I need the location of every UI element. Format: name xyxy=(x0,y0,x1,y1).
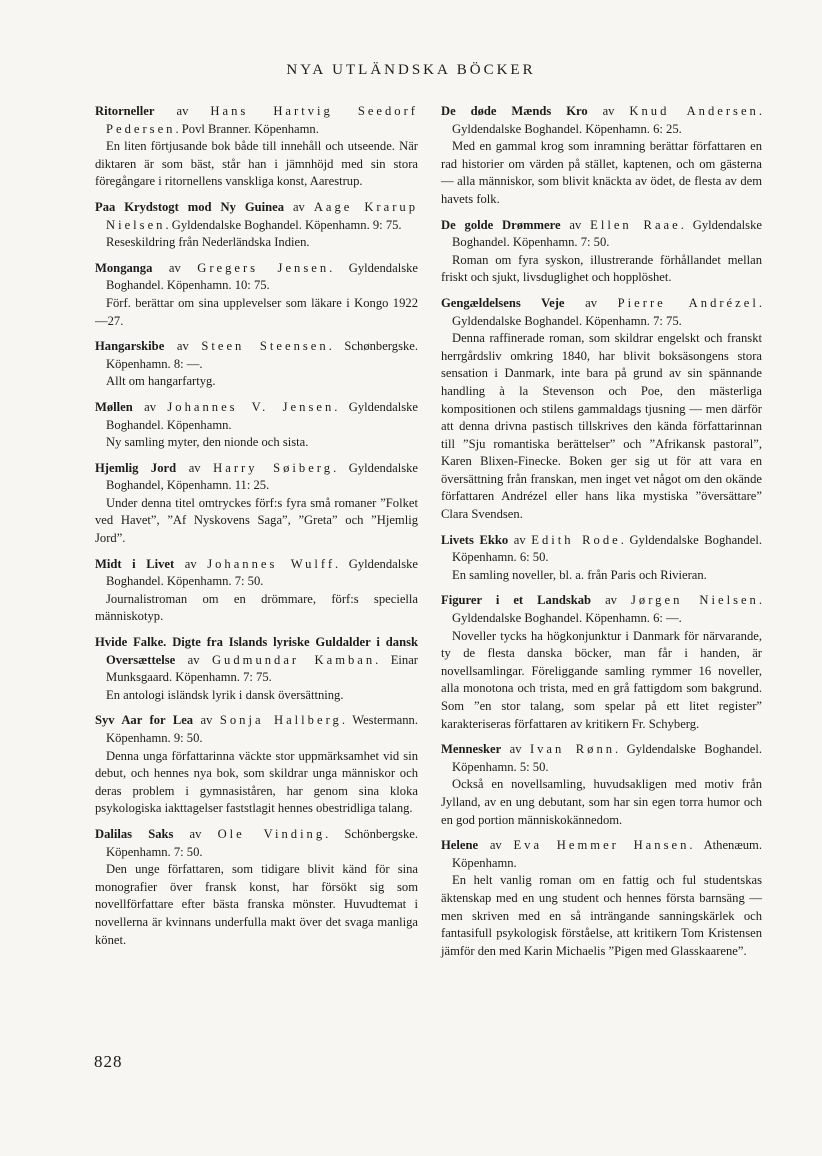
book-title: Livets Ekko xyxy=(441,532,509,547)
entry-heading xyxy=(95,399,418,434)
book-entry xyxy=(441,741,762,829)
publisher-info: . Gyldendalske Boghandel. Köpenhamn. 7: 75. xyxy=(452,295,762,328)
publisher-info: . Gyldendalske Boghandel. Köpenhamn. 10: 75. xyxy=(106,260,418,293)
book-title: De døde Mænds Kro xyxy=(441,104,588,118)
book-title: Hvide Falke. Digte fra Islands lyriske Guldalder i dansk Oversættelse xyxy=(95,635,418,667)
book-title: Monganga xyxy=(95,260,153,275)
book-entry xyxy=(441,532,762,585)
book-entry xyxy=(95,634,418,704)
publisher-info: . Einar Munksgaard. Köpenhamn. 7: 75. xyxy=(106,652,418,685)
author-prefix: av xyxy=(602,104,615,118)
book-entry xyxy=(95,199,418,252)
book-description: Denna unga författarinna väckte stor uppmärksamhet vid sin debut, och hennes nya bok, som skildrar unga människor och deras problem i gymnasiståren, har genom sina kloka psykologiska iakttagelser faststlagit hennes obestridliga talang. xyxy=(95,748,418,816)
entry-heading xyxy=(95,338,418,373)
publisher-info: . Schønbergske. Köpenhamn. 8: —. xyxy=(106,339,419,371)
book-entry xyxy=(95,826,418,949)
entry-heading xyxy=(441,217,762,252)
author-name: Harry Søiberg xyxy=(213,460,334,475)
book-entry xyxy=(95,556,418,626)
book-title: Hangarskibe xyxy=(95,339,165,354)
entry-heading xyxy=(441,295,762,330)
entry-heading xyxy=(95,556,418,591)
author-name: Hans Hartvig Seedorf Pedersen xyxy=(106,104,418,136)
book-description: En antologi isländsk lyrik i dansk översättning. xyxy=(106,687,344,702)
book-title: Gengældelsens Veje xyxy=(441,295,565,310)
entry-heading xyxy=(441,741,762,776)
author-prefix: av xyxy=(569,217,582,232)
book-description: Med en gammal krog som inramning berättar författaren en rad historier om värden på stället, kaptenen, och om gästerna — alla människor, som blivit knäckta av ödet, de flesta av dem havets folk. xyxy=(441,139,762,206)
publisher-info: . Gyldendalske Boghandel. Köpenhamn. 6: —. xyxy=(452,593,763,626)
book-title: Dalilas Saks xyxy=(95,826,174,841)
author-name: Pierre Andrézel xyxy=(617,295,759,310)
book-description: Noveller tycks ha högkonjunktur i Danmark för närvarande, ty de flesta danska böcker, man får i handen, är novellsamlingar. Föreliggande samling rymmer 16 noveller, alla monotona och trista, med en grå fattigdom som bakgrund. Som ”en stor talang, som spelar på ett litet register” karakteriseras författaren av kritikern Fr. Schyberg. xyxy=(441,628,762,731)
author-prefix: av xyxy=(188,460,201,475)
entry-heading xyxy=(95,634,418,687)
entry-heading xyxy=(95,460,418,495)
author-name: Knud Andersen xyxy=(629,104,759,118)
book-entry xyxy=(95,103,418,191)
book-title: De golde Drømmere xyxy=(441,217,561,232)
publisher-info: . Westermann. Köpenhamn. 9: 50. xyxy=(106,713,418,745)
author-prefix: av xyxy=(168,260,181,275)
book-title: Syv Aar for Lea xyxy=(95,713,194,728)
book-description: En samling noveller, bl. a. från Paris och Rivieran. xyxy=(452,567,707,582)
author-name: Ole Vinding xyxy=(217,826,326,841)
entry-heading xyxy=(441,532,762,567)
author-prefix: av xyxy=(200,713,213,728)
author-prefix: av xyxy=(176,339,189,354)
author-name: Gregers Jensen xyxy=(197,260,330,275)
book-entry xyxy=(441,837,762,960)
author-name: Eva Hemmer Hansen xyxy=(513,838,690,853)
page-number: 828 xyxy=(94,1052,123,1071)
publisher-info: . Povl Branner. Köpenhamn. xyxy=(175,121,319,136)
book-description: Roman om fyra syskon, illustrerande förhållandet mellan friskt och sjukt, livsduglighet och hopplöshet. xyxy=(441,252,762,285)
publisher-info: . Gyldendalske Boghandel. Köpenhamn. 6: 25. xyxy=(452,104,763,136)
publisher-info: . Gyldendalske Boghandel. Köpenhamn. 5: 50. xyxy=(452,742,763,774)
author-prefix: av xyxy=(189,826,202,841)
publisher-info: . Gyldendalske Boghandel. Köpenhamn. 7: 50. xyxy=(106,556,418,589)
book-entry xyxy=(441,217,762,287)
entry-heading xyxy=(441,837,762,872)
book-entry xyxy=(95,260,418,330)
author-prefix: av xyxy=(187,652,200,667)
book-description: Den unge författaren, som tidigare blivit känd för sina monografier över fransk konst, har försökt sig som novellförfattare efter bästa franska mönster. Huvudtemat i novellerna är kvinnans underfulla makt över det svaga manliga könet. xyxy=(95,862,418,947)
author-prefix: av xyxy=(513,532,526,547)
publisher-info: . Gyldendalske Boghandel. Köpenhamn. xyxy=(106,399,419,432)
author-name: Jørgen Nielsen xyxy=(631,593,759,608)
author-name: Steen Steensen xyxy=(201,339,329,354)
publisher-info: . Gyldendalske Boghandel. Köpenhamn. 9: 75. xyxy=(165,217,402,232)
author-name: Sonja Hallberg xyxy=(219,713,342,728)
book-description: Journalistroman om en drömmare, förf:s speciella människotyp. xyxy=(95,591,418,624)
author-prefix: av xyxy=(144,399,157,414)
entry-heading xyxy=(441,592,762,627)
author-name: Gudmundar Kamban xyxy=(211,652,376,667)
book-title: Midt i Livet xyxy=(95,556,175,571)
author-prefix: av xyxy=(585,295,598,310)
book-description: En helt vanlig roman om en fattig och ful studentskas äktenskap med en ung student och hennes första barnsäng — men skriven med en så inträngande sanningskärlek och fantasifull psykologisk förståelse, att kritikern Tom Kristensen jämför den med Karin Michaelis ”Pigen med Glasskaarene”. xyxy=(441,873,762,958)
author-name: Edith Rode xyxy=(531,532,621,547)
author-prefix: av xyxy=(184,556,197,571)
book-description: Under denna titel omtryckes förf:s fyra små romaner ”Folket ved Havet”, ”Af Nyskovens Saga”, ”Greta” och ”Hjemlig Jord”. xyxy=(95,495,418,546)
author-prefix: av xyxy=(176,104,189,118)
book-entry xyxy=(441,592,762,733)
book-title: Møllen xyxy=(95,399,133,414)
entry-heading xyxy=(95,712,418,747)
entry-heading xyxy=(95,826,418,861)
entry-heading xyxy=(95,199,418,234)
author-name: Ellen Raae xyxy=(590,217,681,232)
publisher-info: . Gyldendalske Boghandel, Köpenhamn. 11: 25. xyxy=(106,460,419,493)
book-title: Mennesker xyxy=(441,742,502,757)
author-prefix: av xyxy=(605,593,617,608)
author-prefix: av xyxy=(509,742,522,757)
book-entry xyxy=(441,295,762,524)
book-description: Reseskildring från Nederländska Indien. xyxy=(106,235,310,250)
book-description: Denna raffinerade roman, som skildrar engelskt och franskt herrgårdsliv omkring 1840, har blivit boksäsongens stora sensation i Danmark, inte bara på grund av sin spännande handling à la Stevenson och Poe, den mästerliga kompositionen och stilens gammaldags tjusning — men därför att denna drivna pastisch tillskrives den kända författarinnan till ”Sju romantiska berättelser” och ”Afrikansk pastoral”, Karen Blixen-Finecke. Boken ger sig ut för att vara en översättning från franskan, men inget vet något om den okände författaren Andrézel eller hans lika mystiska ”översättare” Clara Svendsen. xyxy=(441,331,762,522)
book-title: Hjemlig Jord xyxy=(95,460,177,475)
entry-heading xyxy=(441,103,762,138)
publisher-info: . Gyldendalske Boghandel. Köpenhamn. 7: 50. xyxy=(452,217,762,250)
right-column xyxy=(441,103,762,968)
page-title: NYA UTLÄNDSKA BÖCKER xyxy=(286,62,536,78)
book-title: Helene xyxy=(441,838,479,853)
book-description: Allt om hangarfartyg. xyxy=(106,374,216,389)
author-name: Ivan Rønn xyxy=(529,742,616,757)
left-column xyxy=(95,103,418,957)
publisher-info: . Athenæum. Köpenhamn. xyxy=(452,838,762,870)
book-title: Paa Krydstogt mod Ny Guinea xyxy=(95,199,285,214)
entry-heading xyxy=(95,260,418,295)
book-entry xyxy=(95,338,418,391)
book-entry xyxy=(95,712,418,818)
book-description: Ny samling myter, den nionde och sista. xyxy=(106,435,309,450)
book-title: Figurer i et Landskab xyxy=(441,593,592,608)
entry-heading xyxy=(95,103,418,138)
author-name: Johannes Wulff xyxy=(207,556,336,571)
book-title: Ritorneller xyxy=(95,104,155,118)
book-entry xyxy=(441,103,762,209)
publisher-info: . Gyldendalske Boghandel. Köpenhamn. 6: 50. xyxy=(452,532,762,565)
book-description: En liten förtjusande bok både till innehåll och utseende. När diktaren är som bäst, står han i jämnhöjd med sin stora föregångare i ritornellens vanskliga konst, Aarestrup. xyxy=(95,139,418,189)
author-prefix: av xyxy=(292,199,305,214)
book-entry xyxy=(95,460,418,548)
book-description: Också en novellsamling, huvudsakligen med motiv från Jylland, av en ung debutant, som har sin egen torra humor och en god portion människokännedom. xyxy=(441,777,762,827)
author-prefix: av xyxy=(489,838,502,853)
publisher-info: . Schönbergske. Köpenhamn. 7: 50. xyxy=(106,826,418,859)
book-entry xyxy=(95,399,418,452)
author-name: Aage Krarup Nielsen xyxy=(106,199,418,232)
author-name: Johannes V. Jensen xyxy=(167,399,335,414)
book-description: Förf. berättar om sina upplevelser som läkare i Kongo 1922—27. xyxy=(95,295,418,328)
